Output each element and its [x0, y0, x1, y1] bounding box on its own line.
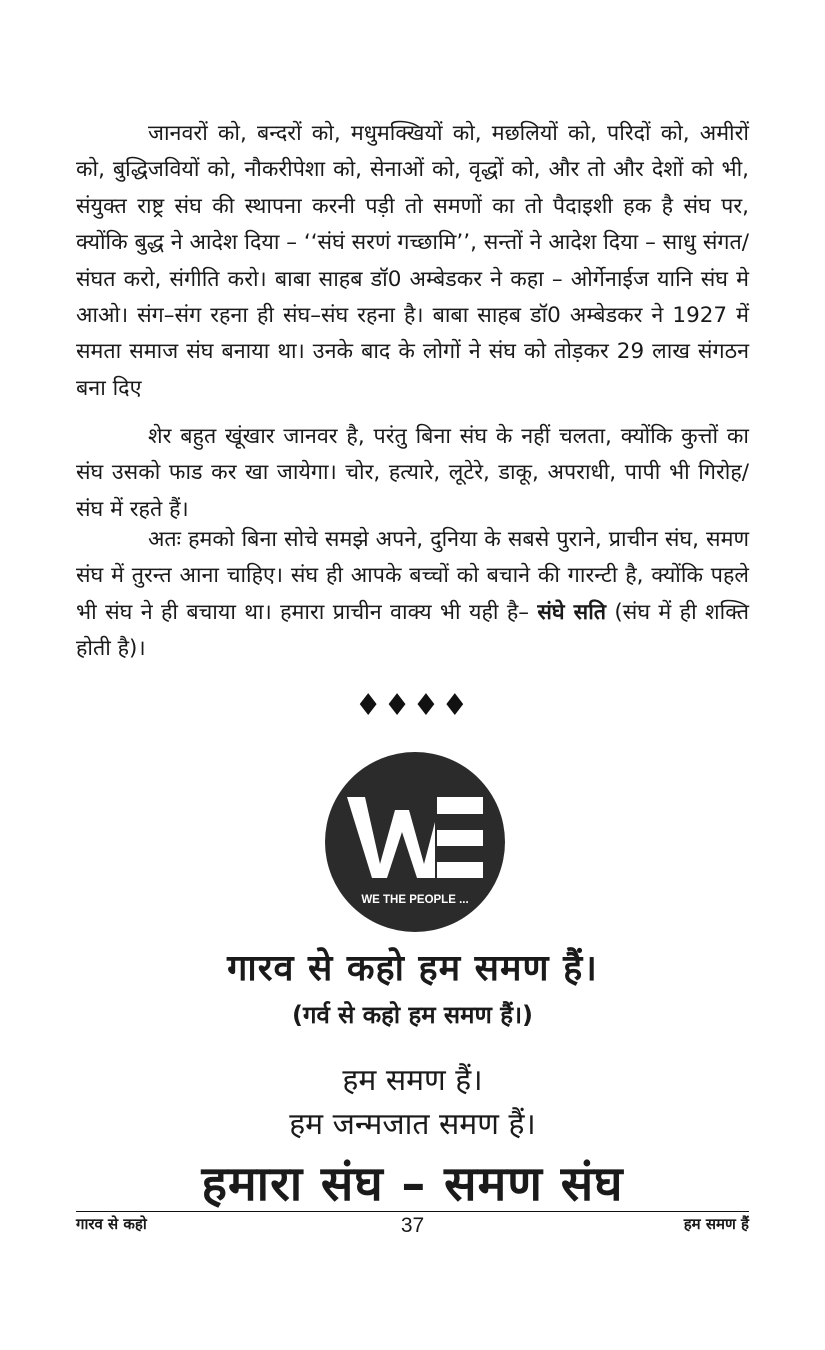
paragraph-1: [76, 116, 749, 407]
paragraph-1-text: जानवरों को, बन्दरों को, मधुमक्खियों को, मछलियों को, परिदों को, अमीरों को, बुद्धिजवियों को, नौकरीपेशा को, सेनाओं को, वृद्धों को, और तो और देशों को भी, संयुक्त राष्ट्र संघ की स्थापना करनी पड़ी तो समणों का तो पैदाइशी हक है संघ पर, क्योंकि बुद्ध ने आदेश दिया – ‘‘संघं सरणं गच्छामि’’, सन्तों ने आदेश दिया – साधु संगत/संघत करो, संगीति करो। बाबा साहब डॉ0 अम्बेडकर ने कहा – ओर्गेनाईज यानि संघ मे आओ। संग–संग रहना ही संघ–संघ रहना है। बाबा साहब डॉ0 अम्बेडकर ने 1927 में समता समाज संघ बनाया था। उनके बाद के लोगों ने संघ को तोड़कर 29 लाख संगठन बना दिए: [76, 121, 749, 401]
diamond-separator: ♦♦♦♦: [354, 688, 471, 723]
slogan-headline: हमारा संघ – समण संघ: [201, 1156, 624, 1212]
footer-left-title: गारव से कहो: [76, 1215, 147, 1233]
slogan-line-1: गारव से कहो हम समण हैं।: [227, 948, 598, 989]
paragraph-2-text: शेर बहुत खूंखार जानवर है, परंतु बिना संघ के नहीं चलता, क्योंकि कुत्तों का संघ उसको फाड कर खा जायेगा। चोर, हत्यारे, लूटेरे, डाकू, अपराधी, पापी भी गिरोह/संघ में रहते हैं।: [76, 424, 749, 522]
slogan-line-4: हम जन्मजात समण हैं।: [289, 1107, 536, 1142]
paragraph-3-text-start: अतः हमको बिना सोचे समझे अपने, दुनिया के सबसे पुराने, प्राचीन संघ, समण संघ में तुरन्त आना चाहिए। संघ ही आपके बच्चों को बचाने की गारन्टी है, क्योंकि पहले भी संघ ने ही बचाया था। हमारा प्राचीन वाक्य भी यही है–: [76, 527, 749, 625]
paragraph-3-text-end: (संघ में ही शक्ति होती है)।: [76, 599, 749, 662]
logo-tagline: WE THE PEOPLE ...: [361, 894, 469, 906]
paragraph-2: [76, 419, 749, 528]
page-number: 37: [400, 1214, 425, 1237]
footer-rule: [76, 1211, 749, 1212]
slogan-line-2: (गर्व से कहो हम समण हैं।): [291, 1001, 534, 1029]
paragraph-3: [76, 522, 749, 668]
paragraph-3-emphasis: संघे सति: [537, 599, 607, 625]
slogan-line-3: हम समण हैं।: [342, 1063, 483, 1098]
we-the-people-logo: [325, 752, 505, 932]
footer-right-title: हम समण हैं: [683, 1215, 749, 1233]
